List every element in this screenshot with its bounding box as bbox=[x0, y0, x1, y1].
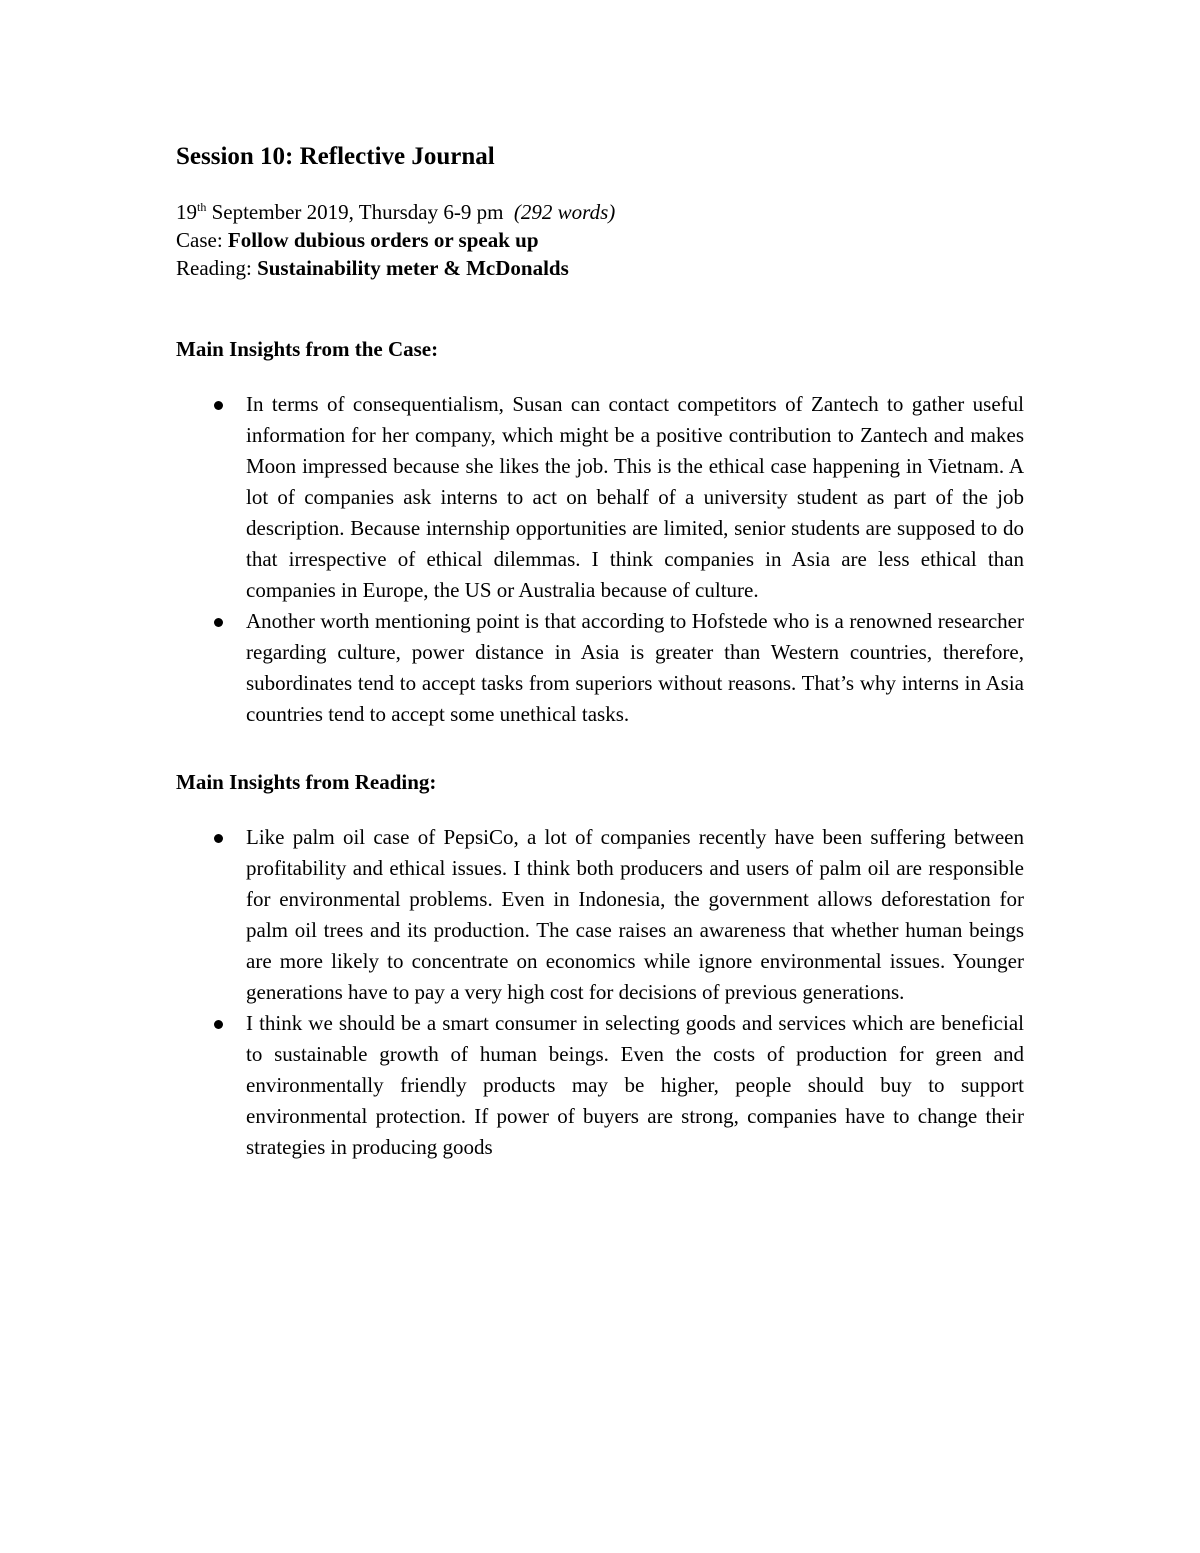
document-title: Session 10: Reflective Journal bbox=[176, 143, 495, 170]
bullet-text: I think we should be a smart consumer in selecting goods and services which are beneficial to sustainable growth of human beings. Even the costs of production for green and environmentally friendly products may be higher, people should buy to support environmental protection. If power of buyers are strong, companies have to change their strategies in producing goods bbox=[246, 1011, 1024, 1159]
bullet-icon bbox=[214, 1020, 223, 1029]
reading-title: Sustainability meter & McDonalds bbox=[257, 256, 569, 280]
bullet-icon bbox=[214, 401, 223, 410]
word-count: (292 words) bbox=[513, 200, 616, 224]
list-item bbox=[176, 606, 1024, 730]
case-label: Case: bbox=[176, 228, 228, 252]
case-line bbox=[176, 226, 1024, 254]
bullet-text: Like palm oil case of PepsiCo, a lot of companies recently have been suffering between profitability and ethical issues. I think both producers and users of palm oil are responsible for environmental problems. Even in Indonesia, the government allows deforestation for palm oil trees and its production. The case raises an awareness that whether human beings are more likely to concentrate on economics while ignore environmental issues. Younger generations have to pay a very high cost for decisions of previous generations. bbox=[246, 825, 1024, 1004]
date-day: 19 bbox=[176, 200, 197, 224]
bullet-text: Another worth mentioning point is that according to Hofstede who is a renowned researcher regarding culture, power distance in Asia is greater than Western countries, therefore, subordinates tend to accept tasks from superiors without reasons. That’s why interns in Asia countries tend to accept some unethical tasks. bbox=[246, 609, 1024, 726]
bullet-icon bbox=[214, 618, 223, 627]
reading-insights-heading: Main Insights from Reading: bbox=[176, 770, 437, 794]
reading-line bbox=[176, 254, 1024, 282]
list-item bbox=[176, 389, 1024, 606]
list-item bbox=[176, 822, 1024, 1008]
case-title: Follow dubious orders or speak up bbox=[227, 228, 539, 252]
list-item bbox=[176, 1008, 1024, 1163]
case-insights-heading: Main Insights from the Case: bbox=[176, 337, 439, 361]
reading-insights-list bbox=[176, 822, 1024, 1163]
bullet-icon bbox=[214, 834, 223, 843]
date-ordinal: th bbox=[197, 200, 207, 214]
reading-label: Reading: bbox=[176, 256, 258, 280]
session-meta bbox=[176, 198, 1024, 282]
case-insights-list bbox=[176, 389, 1024, 730]
bullet-text: In terms of consequentialism, Susan can contact competitors of Zantech to gather useful information for her company, which might be a positive contribution to Zantech and makes Moon impressed because she likes the job. This is the ethical case happening in Vietnam. A lot of companies ask interns to act on behalf of a university student as part of the job description. Because internship opportunities are limited, senior students are supposed to do that irrespective of ethical dilemmas. I think companies in Asia are less ethical than companies in Europe, the US or Australia because of culture. bbox=[246, 392, 1024, 602]
session-date bbox=[176, 198, 1024, 226]
document-page bbox=[176, 140, 1024, 1163]
date-rest: September 2019, Thursday 6-9 pm bbox=[206, 200, 514, 224]
